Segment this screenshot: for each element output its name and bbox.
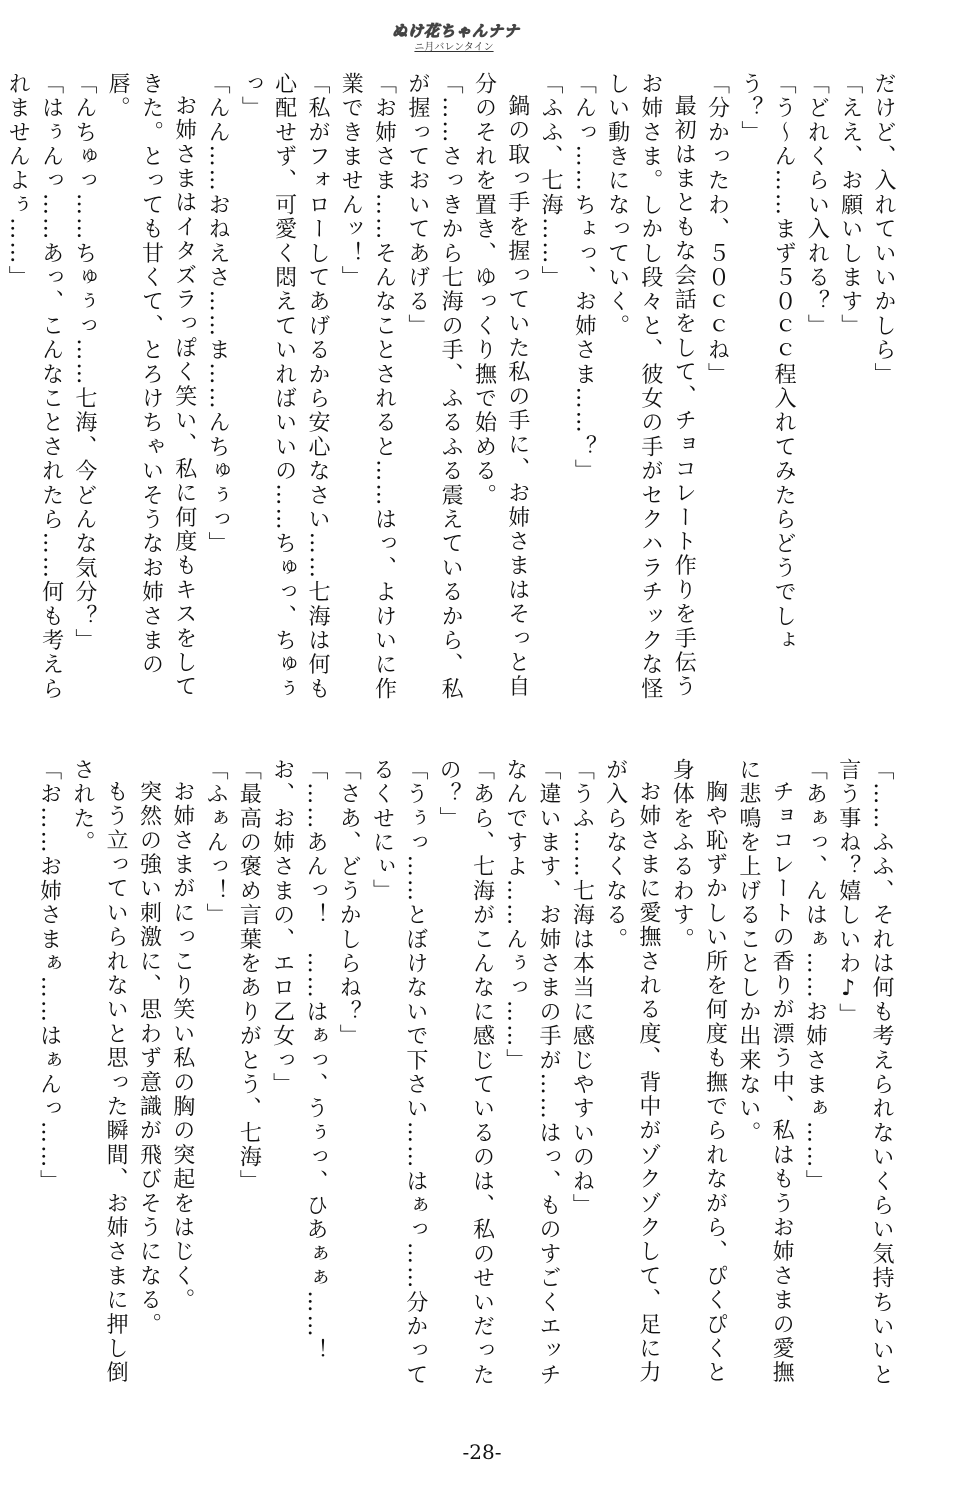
paragraph: お姉さまはイタズラっぽく笑い、私に何度もキスをしてきた。とっても甘くて、とろけちゃいそうなお姉さまの唇。 [105,72,197,699]
paragraph: 「最高の褒め言葉をありがとう、七海」 [236,758,262,1194]
logo-title: ぬけ花ちゃんナナ [392,22,521,40]
page-number: -28- [462,1440,502,1464]
paragraph: 「お……お姉さまぁ……はぁんっ……」 [36,758,62,1194]
paragraph: お姉さまに愛撫される度、背中がゾクゾクして、足に力が入らなくなる。 [602,758,661,1385]
text-column-bottom [8,758,898,1408]
paragraph: 突然の強い刺激に、思わず意識が飛びそうになる。 [136,780,162,1337]
paragraph: 「違います、お姉さまの手が……はっ、ものすごくエッチなんですよ……んぅっ……」 [502,758,562,1388]
logo-subtitle: ニ月バレンタイン [414,42,494,53]
paragraph: 「うふ……七海は本当に感じやすいのね」 [569,758,595,1218]
paragraph: 「んん……おねえさ……ま……んちゅぅっ」 [205,72,231,556]
paragraph: 「さあ、どうかしらね？」 [336,758,362,1049]
paragraph: 胸や恥ずかしい所を何度も撫でられながら、ぴくぴくと身体をふるわす。 [669,758,728,1385]
paragraph: もう立っていられないと思った瞬間、お姉さまに押し倒された。 [69,758,129,1385]
paragraph: 「……ふふ、それは何も考えられないくらい気持ちいいと言う事ね？嬉しいわ♪」 [835,758,894,1388]
paragraph: 「私がフォローしてあげるから安心なさい……七海は何も心配せず、可愛く悶えていればいいの……ちゅっ、ちゅぅっ」 [238,72,330,702]
paragraph: 「お姉さま……そんなことされると……はっ、よけいに作業できませんッ！」 [338,72,397,702]
paragraph: 「んっ……ちょっ、お姉さま……？」 [571,72,597,484]
paragraph: 「あら、七海がこんなに感じているのは、私のせいだったの？」 [436,758,495,1388]
text-column-top [5,72,900,712]
paragraph: 「んちゅっ……ちゅぅっ……七海、今どんな気分？」 [71,72,97,653]
paragraph: 「あぁっ、んはぁ……お姉さまぁ……」 [802,758,828,1194]
paragraph: 「ええ、お願いします」 [837,72,863,339]
paragraph: 「はぅんっ……あっ、こんなことされたら……何も考えられませんよぅ……」 [5,72,64,702]
paragraph: 「ふふ、七海……」 [538,72,564,290]
paragraph: 「……あんっ！ ……はぁっ、うぅっ、ひあぁぁ……！ お、お姉さまの、エロ乙女っ」 [269,758,328,1388]
paragraph: 「ふぁんっ！」 [203,758,229,928]
paragraph: 鍋の取っ手を握っていた私の手に、お姉さまはそっと自分のそれを置き、ゆっくり撫で始める。 [471,72,530,699]
paragraph: お姉さまがにっこり笑い私の胸の突起をはじく。 [169,780,195,1313]
paragraph: 「うぅっ……とぼけないで下さい……はぁっ……分かってるくせにぃ」 [369,758,428,1388]
paragraph: だけど、入れていいかしら」 [871,72,896,387]
paragraph: チョコレートの香りが漂う中、私はもうお姉さまの愛撫に悲鳴を上げることしか出来ない。 [735,758,795,1385]
paragraph: 「……さっきから七海の手、ふるふる震えているから、私が握っておいてあげる」 [404,72,464,702]
paragraph: 「どれくらい入れる？」 [804,72,830,339]
paragraph: 「分かったわ、５０ｃｃね」 [704,72,730,387]
paragraph: 最初はまともな会話をして、チョコレート作りを手伝うお姉さま。しかし段々と、彼女の手がセクハラチックな怪しい動きになっていく。 [604,72,697,702]
paragraph: 「う～ん……まず５０ｃｃ程入れてみたらどうでしょう？」 [737,72,797,653]
header-logo [392,20,521,66]
